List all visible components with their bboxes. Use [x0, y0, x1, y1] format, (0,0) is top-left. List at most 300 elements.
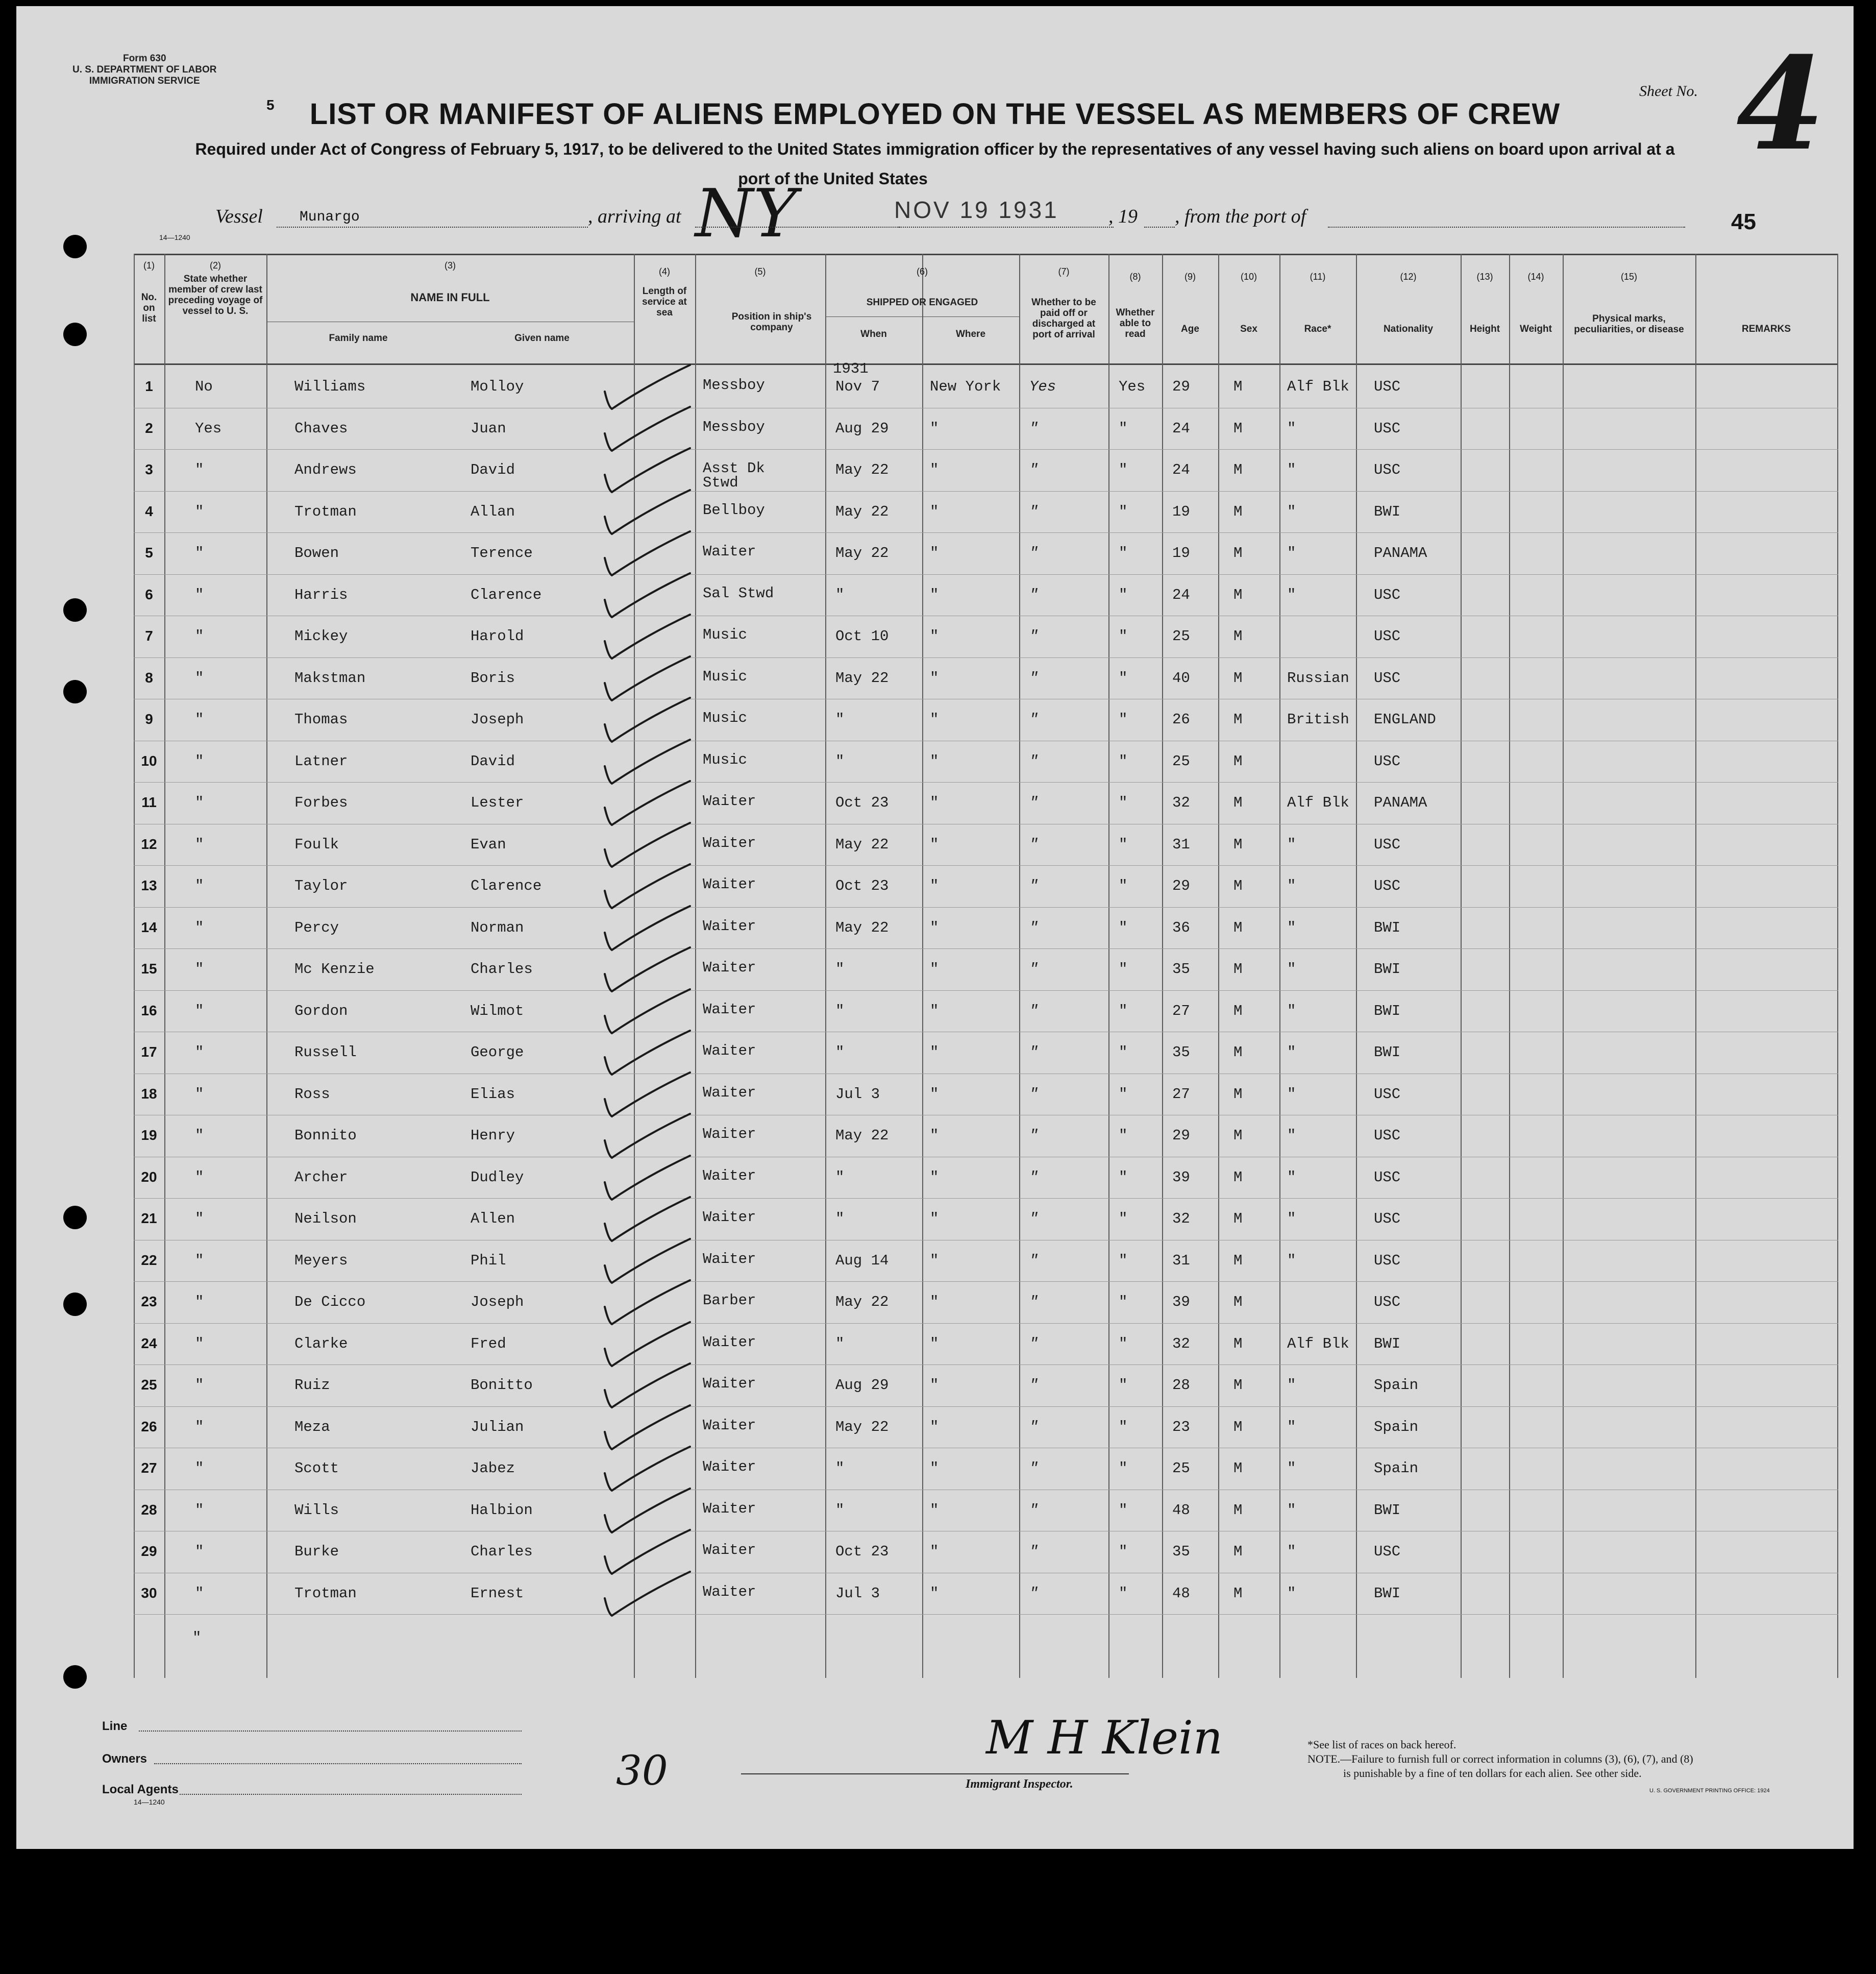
- cell-given: Boris: [471, 669, 515, 687]
- row-number: 17: [141, 1044, 157, 1060]
- row-rule: [134, 1406, 1838, 1407]
- cell-read: ": [1119, 919, 1128, 936]
- cell-family: Mickey: [294, 628, 348, 645]
- col1-header: No. on list: [141, 292, 157, 324]
- col-divider: [825, 254, 826, 1678]
- col-divider: [1162, 254, 1163, 1678]
- cell-race: ": [1287, 836, 1296, 853]
- family-name-header: Family name: [329, 333, 388, 344]
- cell-age: 24: [1172, 586, 1190, 603]
- cell-paid: ": [1029, 420, 1039, 437]
- cell-age: 25: [1172, 628, 1190, 645]
- table-top-border: [134, 254, 1838, 255]
- inspector-blank: [741, 1773, 1129, 1774]
- cell-sex: M: [1233, 1210, 1243, 1227]
- cell-family: Foulk: [294, 836, 339, 853]
- cell-given: Evan: [471, 836, 506, 853]
- cell-family: Harris: [294, 586, 348, 603]
- col-divider: [922, 254, 923, 1678]
- check-mark-icon: [585, 1567, 698, 1623]
- cell-given: Fred: [471, 1335, 506, 1352]
- row-rule: [134, 865, 1838, 866]
- penalty-note-2: is punishable by a fine of ten dollars for each alien. See other side.: [1343, 1767, 1642, 1780]
- col-divider: [1461, 254, 1462, 1678]
- crew-count: 30: [616, 1747, 668, 1794]
- cell-sex: M: [1233, 1585, 1243, 1602]
- cell-nat: USC: [1374, 586, 1401, 603]
- cell-nat: USC: [1374, 752, 1401, 770]
- row-number: 13: [141, 878, 157, 893]
- row-number: 27: [141, 1460, 157, 1476]
- cell-read: ": [1119, 794, 1128, 811]
- cell-when: Oct 23: [835, 878, 889, 894]
- col10-num: (10): [1240, 272, 1257, 282]
- cell-nat: USC: [1374, 1210, 1401, 1227]
- cell-family: Wills: [294, 1501, 339, 1519]
- col9-num: (9): [1184, 272, 1196, 282]
- cell-given: Elias: [471, 1085, 515, 1103]
- row-number: 22: [141, 1252, 157, 1268]
- cell-read: ": [1119, 1210, 1128, 1227]
- cell-where: ": [930, 1252, 939, 1269]
- cell-when: May 22: [835, 836, 889, 853]
- cell-paid: ": [1029, 1085, 1039, 1103]
- cell-read: Yes: [1119, 378, 1146, 395]
- cell-when: Aug 29: [835, 1377, 889, 1394]
- cell-nat: USC: [1374, 1252, 1401, 1269]
- cell-position: Waiter: [703, 793, 756, 810]
- col14-num: (14): [1527, 272, 1544, 282]
- cell-read: ": [1119, 1585, 1128, 1602]
- cell-age: 32: [1172, 794, 1190, 811]
- row-number: 14: [141, 919, 157, 935]
- cell-given: Wilmot: [471, 1002, 524, 1019]
- cell-sex: M: [1233, 420, 1243, 437]
- row-number: 18: [141, 1085, 157, 1102]
- cell-position: Asst Dk Stwd: [703, 460, 765, 491]
- cell-nat: Spain: [1374, 1418, 1419, 1435]
- cell-family: Russell: [294, 1044, 357, 1061]
- cell-nat: USC: [1374, 378, 1401, 395]
- row-rule: [134, 1281, 1838, 1282]
- cell-age: 28: [1172, 1377, 1190, 1394]
- cell-sex: M: [1233, 1002, 1243, 1019]
- cell-age: 48: [1172, 1585, 1190, 1602]
- cell-when: Oct 23: [835, 794, 889, 811]
- footer-form-code: 14—1240: [134, 1798, 165, 1806]
- cell-nat: BWI: [1374, 1002, 1401, 1019]
- cell-given: Molloy: [471, 378, 524, 395]
- cell-prev: ": [195, 669, 204, 687]
- cell-family: Ruiz: [294, 1377, 330, 1394]
- cell-paid: ": [1029, 1294, 1039, 1310]
- cell-sex: M: [1233, 628, 1243, 645]
- cell-family: Gordon: [294, 1002, 348, 1019]
- from-port-label: , from the port of: [1175, 206, 1306, 227]
- form-department: U. S. DEPARTMENT OF LABOR: [72, 64, 217, 75]
- cell-where: ": [930, 1085, 939, 1103]
- cell-age: 29: [1172, 1127, 1190, 1144]
- cell-sex: M: [1233, 961, 1243, 978]
- cell-prev: No: [195, 378, 213, 395]
- col10-header: Sex: [1240, 324, 1257, 334]
- cell-when: May 22: [835, 461, 889, 478]
- row-rule: [134, 1323, 1838, 1324]
- cell-paid: ": [1029, 1501, 1039, 1519]
- row-rule: [134, 574, 1838, 575]
- row-number: 1: [145, 378, 153, 394]
- cell-prev: ": [195, 1377, 204, 1394]
- cell-given: Phil: [471, 1252, 506, 1269]
- cell-where: ": [930, 1044, 939, 1061]
- cell-position: Waiter: [703, 1375, 756, 1392]
- subtitle-line-2: port of the United States: [738, 169, 928, 188]
- col2-header: State whether member of crew last preceding voyage of vessel to U. S.: [168, 274, 263, 316]
- line-label: Line: [102, 1719, 128, 1733]
- cell-family: Meza: [294, 1418, 330, 1435]
- col5-num: (5): [754, 266, 766, 277]
- cell-family: Scott: [294, 1460, 339, 1477]
- cell-position: Messboy: [703, 377, 765, 394]
- cell-where: ": [930, 836, 939, 853]
- cell-race: ": [1287, 961, 1296, 978]
- row-number: 30: [141, 1585, 157, 1601]
- col2-num: (2): [210, 260, 221, 271]
- cell-nat: PANAMA: [1374, 794, 1427, 811]
- row-number: 8: [145, 669, 153, 686]
- cell-family: Percy: [294, 919, 339, 936]
- cell-given: Juan: [471, 420, 506, 437]
- cell-where: ": [930, 669, 939, 687]
- col14-header: Weight: [1520, 324, 1552, 334]
- cell-prev: ": [195, 1501, 204, 1519]
- cell-prev: ": [195, 1335, 204, 1352]
- cell-given: Allan: [471, 503, 515, 520]
- cell-when: May 22: [835, 1418, 889, 1435]
- year-label: , 19: [1108, 206, 1138, 227]
- cell-prev: ": [195, 836, 204, 853]
- cell-where: ": [930, 961, 939, 978]
- col8-num: (8): [1129, 272, 1141, 282]
- cell-prev: ": [195, 503, 204, 520]
- cell-read: ": [1119, 503, 1128, 520]
- cell-paid: ": [1029, 586, 1039, 603]
- owners-label: Owners: [102, 1752, 147, 1766]
- year-blank: [1144, 227, 1175, 228]
- cell-paid: ": [1029, 794, 1039, 811]
- cell-where: ": [930, 919, 939, 936]
- cell-age: 35: [1172, 961, 1190, 978]
- vessel-name: Munargo: [300, 209, 360, 225]
- punch-hole: [63, 1293, 87, 1316]
- cell-paid: ": [1029, 919, 1039, 936]
- cell-when: ": [835, 1501, 845, 1519]
- cell-family: Trotman: [294, 503, 357, 520]
- cell-where: ": [930, 752, 939, 770]
- owners-blank: [154, 1763, 522, 1764]
- cell-when: May 22: [835, 503, 889, 520]
- cell-where: ": [930, 711, 939, 728]
- cell-family: Trotman: [294, 1585, 357, 1602]
- cell-position: Waiter: [703, 543, 756, 560]
- cell-read: ": [1119, 628, 1128, 645]
- row-number: 4: [145, 503, 153, 519]
- cell-where: ": [930, 878, 939, 894]
- cell-when: May 22: [835, 919, 889, 936]
- cell-position: Waiter: [703, 876, 756, 893]
- cell-sex: M: [1233, 669, 1243, 687]
- col-divider: [1695, 254, 1696, 1678]
- cell-paid: ": [1029, 961, 1039, 978]
- cell-age: 19: [1172, 503, 1190, 520]
- cell-sex: M: [1233, 378, 1243, 395]
- cell-read: ": [1119, 1127, 1128, 1144]
- cell-age: 48: [1172, 1501, 1190, 1519]
- cell-family: Mc Kenzie: [294, 961, 375, 978]
- cell-family: Forbes: [294, 794, 348, 811]
- cell-nat: PANAMA: [1374, 545, 1427, 562]
- cell-race: ": [1287, 1585, 1296, 1602]
- title-prefix: 5: [266, 97, 275, 113]
- cell-paid: ": [1029, 1460, 1039, 1477]
- cell-where: ": [930, 1543, 939, 1560]
- cell-position: Waiter: [703, 1209, 756, 1226]
- cell-position: Music: [703, 668, 748, 685]
- cell-prev: ": [195, 752, 204, 770]
- cell-race: Alf Blk: [1287, 794, 1349, 811]
- sheet-label: Sheet No.: [1639, 83, 1698, 100]
- row-number: 9: [145, 711, 153, 727]
- cell-prev: ": [195, 1002, 204, 1019]
- cell-prev: ": [195, 961, 204, 978]
- cell-where: ": [930, 1377, 939, 1394]
- cell-where: ": [930, 1460, 939, 1477]
- cell-prev: ": [195, 545, 204, 562]
- cell-nat: USC: [1374, 1127, 1401, 1144]
- local-agents-blank: [180, 1794, 522, 1795]
- cell-read: ": [1119, 586, 1128, 603]
- cell-paid: ": [1029, 1377, 1039, 1394]
- row-rule: [134, 1364, 1838, 1365]
- cell-read: ": [1119, 1377, 1128, 1394]
- cell-paid: ": [1029, 1335, 1039, 1352]
- cell-paid: ": [1029, 711, 1039, 728]
- cell-prev: ": [195, 711, 204, 728]
- cell-nat: USC: [1374, 420, 1401, 437]
- cell-given: Jabez: [471, 1460, 515, 1477]
- cell-read: ": [1119, 1543, 1128, 1560]
- cell-nat: BWI: [1374, 503, 1401, 520]
- cell-sex: M: [1233, 919, 1243, 936]
- cell-where: ": [930, 1501, 939, 1519]
- cell-age: 25: [1172, 1460, 1190, 1477]
- col-divider: [1563, 254, 1564, 1678]
- cell-paid: ": [1029, 1252, 1039, 1269]
- row-rule: [134, 1614, 1838, 1615]
- cell-sex: M: [1233, 586, 1243, 603]
- cell-read: ": [1119, 669, 1128, 687]
- manifest-sheet: [16, 6, 1854, 1849]
- row-number: 6: [145, 586, 153, 602]
- cell-given: Terence: [471, 545, 533, 562]
- cell-race: ": [1287, 461, 1296, 478]
- cell-sex: M: [1233, 1294, 1243, 1310]
- cell-given: Joseph: [471, 711, 524, 728]
- cell-paid: ": [1029, 1044, 1039, 1061]
- cell-nat: USC: [1374, 1294, 1401, 1310]
- cell-family: Thomas: [294, 711, 348, 728]
- cell-given: David: [471, 461, 515, 478]
- cell-age: 26: [1172, 711, 1190, 728]
- col4-header: Length of service at sea: [642, 286, 687, 318]
- cell-read: ": [1119, 545, 1128, 562]
- cell-given: Bonitto: [471, 1377, 533, 1394]
- cell-where: ": [930, 794, 939, 811]
- cell-age: 23: [1172, 1418, 1190, 1435]
- cell-sex: M: [1233, 1252, 1243, 1269]
- cell-given: Ernest: [471, 1585, 524, 1602]
- cell-when: Jul 3: [835, 1085, 880, 1103]
- cell-family: Archer: [294, 1168, 348, 1186]
- cell-prev: ": [195, 878, 204, 894]
- sheet-number: 4: [1736, 29, 1825, 179]
- col-divider: [1019, 254, 1020, 1678]
- given-name-header: Given name: [514, 333, 570, 344]
- cell-nat: USC: [1374, 878, 1401, 894]
- row-number: 15: [141, 961, 157, 977]
- cell-where: ": [930, 628, 939, 645]
- cell-sex: M: [1233, 711, 1243, 728]
- cell-family: Bonnito: [294, 1127, 357, 1144]
- where-header: Where: [955, 329, 986, 339]
- cell-when: May 22: [835, 1294, 889, 1310]
- cell-read: ": [1119, 836, 1128, 853]
- cell-sex: M: [1233, 1168, 1243, 1186]
- cell-when: ": [835, 752, 845, 770]
- cell-given: Charles: [471, 961, 533, 978]
- cell-when: Jul 3: [835, 1585, 880, 1602]
- col3-num: (3): [445, 260, 456, 271]
- cell-family: Andrews: [294, 461, 357, 478]
- cell-race: ": [1287, 1210, 1296, 1227]
- header-bottom-border: [134, 363, 1838, 365]
- punch-hole: [63, 1665, 87, 1689]
- cell-family: Meyers: [294, 1252, 348, 1269]
- cell-position: Waiter: [703, 1084, 756, 1101]
- cell-age: 35: [1172, 1543, 1190, 1560]
- cell-read: ": [1119, 1294, 1128, 1310]
- row-number: 23: [141, 1294, 157, 1309]
- cell-prev: ": [195, 1210, 204, 1227]
- cell-nat: BWI: [1374, 1335, 1401, 1352]
- cell-where: New York: [930, 378, 1001, 395]
- cell-race: ": [1287, 1501, 1296, 1519]
- cell-read: ": [1119, 1168, 1128, 1186]
- cell-paid: ": [1029, 1210, 1039, 1227]
- cell-race: Alf Blk: [1287, 1335, 1349, 1352]
- cell-read: ": [1119, 461, 1128, 478]
- cell-when: ": [835, 1335, 845, 1352]
- cell-position: Barber: [703, 1292, 756, 1309]
- row-number: 24: [141, 1335, 157, 1351]
- local-agents-label: Local Agents: [102, 1783, 179, 1796]
- cell-family: De Cicco: [294, 1294, 366, 1310]
- cell-race: ": [1287, 1044, 1296, 1061]
- cell-position: Sal Stwd: [703, 584, 774, 602]
- cell-given: Lester: [471, 794, 524, 811]
- penalty-note: NOTE.—Failure to furnish full or correct information in columns (3), (6), (7), and (8): [1307, 1752, 1693, 1765]
- cell-position: Waiter: [703, 1250, 756, 1268]
- cell-sex: M: [1233, 1460, 1243, 1477]
- cell-when: ": [835, 1002, 845, 1019]
- cell-position: Waiter: [703, 834, 756, 851]
- cell-given: Julian: [471, 1418, 524, 1435]
- row-number: 16: [141, 1002, 157, 1018]
- cell-where: ": [930, 1294, 939, 1310]
- cell-nat: BWI: [1374, 1501, 1401, 1519]
- cell-read: ": [1119, 878, 1128, 894]
- col13-num: (13): [1476, 272, 1493, 282]
- cell-family: Latner: [294, 752, 348, 770]
- document-title: LIST OR MANIFEST OF ALIENS EMPLOYED ON THE VESSEL AS MEMBERS OF CREW: [309, 98, 1561, 131]
- cell-race: Alf Blk: [1287, 378, 1349, 395]
- cell-family: Neilson: [294, 1210, 357, 1227]
- cell-prev: ": [195, 794, 204, 811]
- subtitle-line-1: Required under Act of Congress of February 5, 1917, to be delivered to the United States immigration officer by the representatives of any vessel having such aliens on board upon arrival at a: [195, 140, 1675, 158]
- cell-given: Clarence: [471, 586, 542, 603]
- cell-family: Ross: [294, 1085, 330, 1103]
- cell-when: ": [835, 1044, 845, 1061]
- cell-sex: M: [1233, 1377, 1243, 1394]
- row-number: 25: [141, 1377, 157, 1393]
- when-header: When: [860, 329, 887, 339]
- cell-position: Messboy: [703, 418, 765, 435]
- col12-header: Nationality: [1383, 324, 1434, 334]
- cell-paid: ": [1029, 878, 1039, 894]
- cell-given: George: [471, 1044, 524, 1061]
- cell-race: ": [1287, 503, 1296, 520]
- cell-given: Henry: [471, 1127, 515, 1144]
- cell-race: ": [1287, 1252, 1296, 1269]
- row-number: 19: [141, 1127, 157, 1143]
- inspector-label: Immigrant Inspector.: [966, 1777, 1073, 1791]
- cell-where: ": [930, 1585, 939, 1602]
- arriving-blank: [695, 227, 899, 228]
- cell-sex: M: [1233, 1127, 1243, 1144]
- cell-nat: ENGLAND: [1374, 711, 1436, 728]
- col6-num: (6): [917, 266, 928, 277]
- cell-paid: ": [1029, 461, 1039, 478]
- cell-age: 32: [1172, 1210, 1190, 1227]
- cell-position: Waiter: [703, 1542, 756, 1558]
- cell-position: Waiter: [703, 1500, 756, 1517]
- cell-position: Music: [703, 751, 748, 768]
- col-divider: [1509, 254, 1510, 1678]
- cell-paid: ": [1029, 1002, 1039, 1019]
- col11-header: Race*: [1304, 324, 1331, 334]
- cell-race: ": [1287, 1085, 1296, 1103]
- form-info: [72, 53, 217, 87]
- cell-position: Waiter: [703, 1333, 756, 1351]
- cell-read: ": [1119, 711, 1128, 728]
- cell-prev: ": [195, 1085, 204, 1103]
- cell-race: ": [1287, 545, 1296, 562]
- cell-position: Waiter: [703, 1583, 756, 1600]
- cell-read: ": [1119, 752, 1128, 770]
- cell-race: ": [1287, 1460, 1296, 1477]
- cell-race: ": [1287, 1418, 1296, 1435]
- cell-age: 31: [1172, 836, 1190, 853]
